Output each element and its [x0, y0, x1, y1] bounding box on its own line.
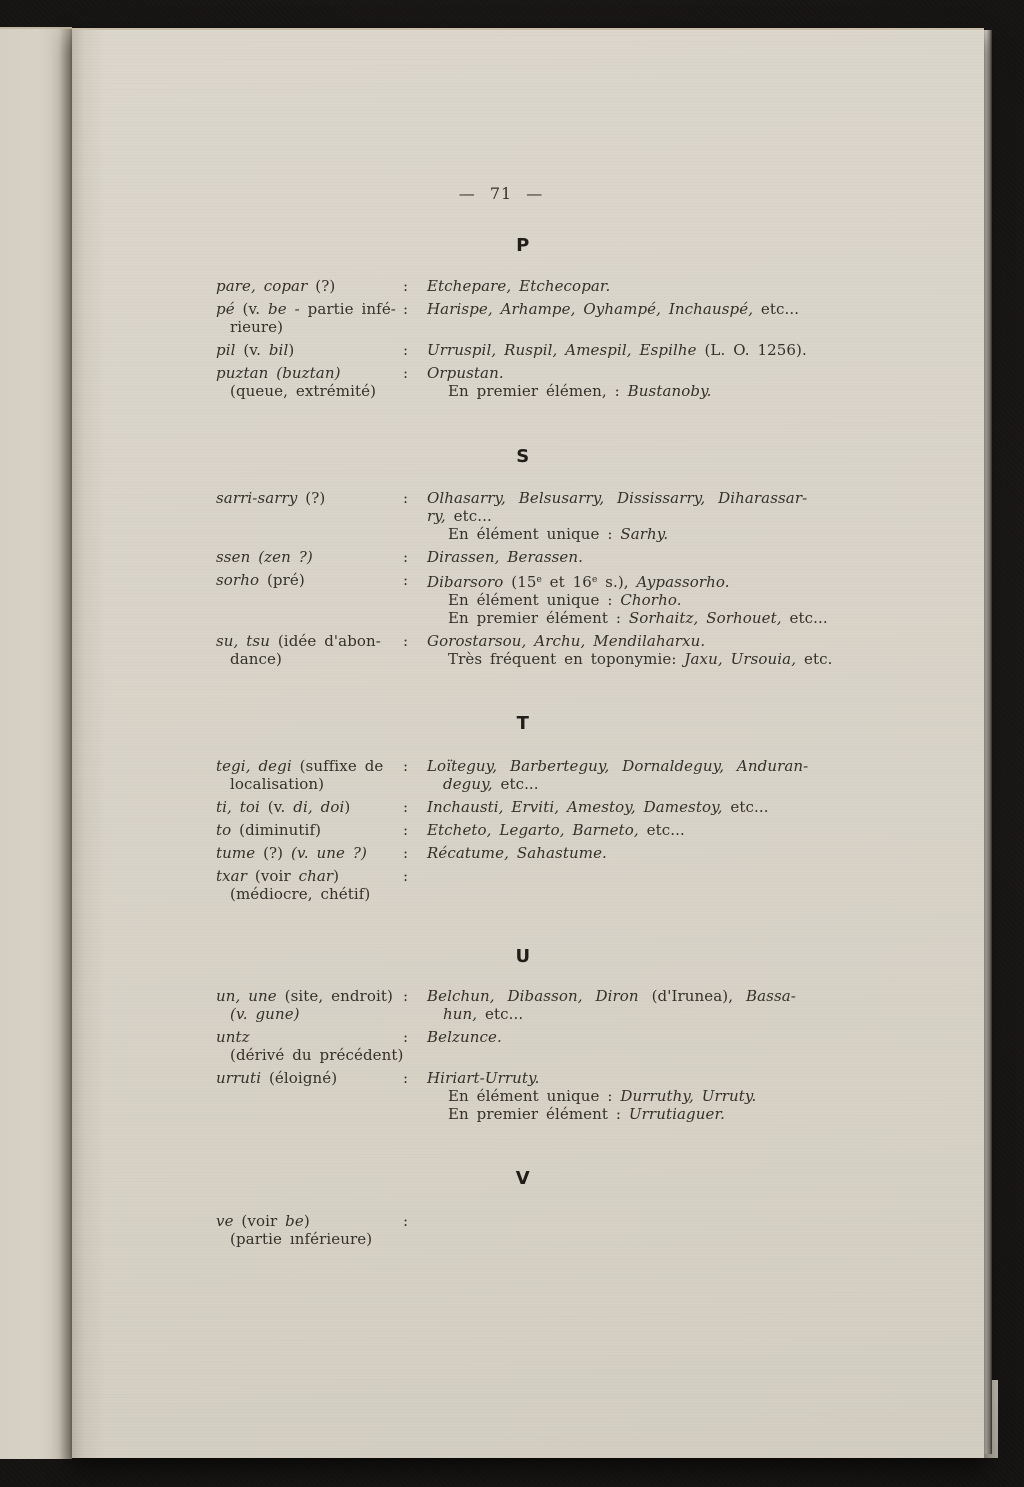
- definition-line: [427, 798, 830, 816]
- section-entries-P: [216, 277, 830, 405]
- roman-text: etc.: [796, 650, 833, 668]
- roman-text: (v.: [234, 300, 269, 318]
- superscript: e: [536, 575, 542, 585]
- definition-line: [427, 1028, 830, 1046]
- term-cell: [216, 821, 403, 839]
- roman-text: etc...: [445, 507, 492, 525]
- section-entries-S: [216, 489, 833, 673]
- italic-text: Bassa-: [745, 987, 796, 1005]
- section-heading-P: P: [516, 235, 530, 256]
- entry-row: [216, 821, 830, 839]
- roman-text: ): [303, 1212, 310, 1230]
- book-page: [72, 28, 984, 1458]
- roman-text: etc...: [781, 609, 828, 627]
- definition-line: [427, 571, 830, 591]
- definition-line: [427, 1105, 830, 1123]
- italic-text: hun,: [443, 1005, 478, 1023]
- term-line: [216, 364, 403, 382]
- term-line: [216, 867, 403, 885]
- definition-cell: [427, 300, 830, 318]
- facing-page-edge: [0, 27, 72, 1459]
- italic-text: ti, toi: [216, 798, 260, 816]
- term-cell: [216, 489, 403, 507]
- italic-text: Belchun, Dibasson, Diron: [427, 987, 639, 1005]
- definition-cell: [427, 341, 830, 359]
- section-entries-V: [216, 1212, 830, 1253]
- section-entries-T: [216, 757, 830, 908]
- italic-text: Récatume, Sahastume.: [427, 844, 607, 862]
- italic-text: Orpustan.: [427, 364, 504, 382]
- italic-text: puztan (buztan): [216, 364, 341, 382]
- definition-line: [427, 650, 833, 668]
- term-line: [216, 1028, 403, 1046]
- entry-row: [216, 341, 830, 359]
- roman-text: (?): [297, 489, 326, 507]
- roman-text: ): [288, 341, 295, 359]
- definition-line: [427, 489, 830, 507]
- colon-separator: :: [403, 1069, 409, 1087]
- roman-text: (site, endroit): [276, 987, 393, 1005]
- entry-row: [216, 987, 830, 1023]
- roman-text: (voir: [233, 1212, 286, 1230]
- term-line: [216, 632, 403, 650]
- term-line: [216, 277, 403, 295]
- section-heading-V: V: [515, 1168, 531, 1189]
- term-cell: [216, 571, 403, 589]
- definition-line: [427, 1069, 830, 1087]
- roman-text: (dérivé du précédent): [230, 1046, 404, 1064]
- definition-line: [427, 632, 830, 650]
- roman-text: (suffixe de: [291, 757, 384, 775]
- term-cell: [216, 798, 403, 816]
- roman-text: (?): [255, 844, 291, 862]
- definition-line: [427, 277, 830, 295]
- term-cell: [216, 757, 403, 793]
- italic-text: untz: [216, 1028, 250, 1046]
- italic-text: Bustanoby.: [627, 382, 712, 400]
- term-cell: [216, 341, 403, 359]
- roman-text: - partie infé-: [286, 300, 396, 318]
- roman-text: ): [333, 867, 340, 885]
- italic-text: sarri-sarry: [216, 489, 298, 507]
- entry-row: [216, 844, 830, 862]
- text-block: [216, 30, 833, 1458]
- term-cell: [216, 277, 403, 295]
- entry-row: [216, 571, 830, 627]
- colon-separator: :: [403, 277, 409, 295]
- roman-text: rieure): [230, 318, 284, 336]
- term-cell: [216, 1212, 403, 1248]
- term-line: [216, 1230, 403, 1248]
- roman-text: En élément unique :: [448, 525, 621, 543]
- italic-text: urruti: [216, 1069, 262, 1087]
- colon-separator: :: [403, 1028, 409, 1046]
- roman-text: En premier élément :: [448, 609, 629, 627]
- page-number: — 71 —: [458, 184, 544, 203]
- term-cell: [216, 1069, 403, 1087]
- term-line: [216, 798, 403, 816]
- italic-text: Sarhy.: [620, 525, 669, 543]
- entry-row: [216, 1069, 830, 1123]
- term-cell: [216, 1028, 403, 1064]
- colon-separator: :: [403, 548, 409, 566]
- term-line: [216, 382, 403, 400]
- italic-text: tume: [216, 844, 256, 862]
- italic-text: pil: [216, 341, 236, 359]
- definition-cell: [427, 489, 830, 543]
- term-line: [216, 1212, 403, 1230]
- term-line: [216, 1046, 403, 1064]
- entry-row: [216, 548, 830, 566]
- roman-text: En premier élémen, :: [448, 382, 628, 400]
- colon-separator: :: [403, 757, 409, 775]
- entry-row: [216, 867, 830, 903]
- italic-text: sorho: [216, 571, 260, 589]
- italic-text: be: [268, 300, 287, 318]
- italic-text: di, doi: [293, 798, 345, 816]
- colon-separator: :: [403, 987, 409, 1005]
- term-cell: [216, 867, 403, 903]
- section-heading-T: T: [516, 713, 530, 734]
- term-cell: [216, 364, 403, 400]
- italic-text: Urruspil, Ruspil, Amespil, Espilhe: [427, 341, 697, 359]
- definition-cell: [427, 277, 830, 295]
- section-heading-U: U: [515, 946, 531, 967]
- roman-text: (L. O. 1256).: [696, 341, 807, 359]
- definition-line: [427, 987, 830, 1005]
- definition-line: [427, 757, 830, 775]
- term-line: [216, 548, 403, 566]
- term-line: [216, 821, 403, 839]
- entry-row: [216, 364, 830, 400]
- definition-cell: [427, 364, 830, 400]
- definition-cell: [427, 1028, 830, 1046]
- roman-text: (partie ınférieure): [230, 1230, 373, 1248]
- italic-text: txar: [216, 867, 248, 885]
- definition-line: [427, 507, 830, 525]
- italic-text: deguy,: [443, 775, 493, 793]
- definition-cell: [427, 987, 830, 1023]
- italic-text: Hiriart-Urruty.: [427, 1069, 540, 1087]
- colon-separator: :: [403, 341, 409, 359]
- colon-separator: :: [403, 821, 409, 839]
- roman-text: localisation): [230, 775, 325, 793]
- entry-row: [216, 277, 830, 295]
- term-cell: [216, 300, 403, 336]
- term-line: [216, 844, 403, 862]
- superscript: e: [591, 575, 598, 585]
- roman-text: etc...: [477, 1005, 524, 1023]
- definition-line: [427, 548, 830, 566]
- italic-text: ry,: [427, 507, 446, 525]
- italic-text: Dirassen, Berassen.: [427, 548, 584, 566]
- definition-line: [427, 300, 830, 318]
- section-entries-U: [216, 987, 830, 1128]
- italic-text: Jaxu, Ursouia,: [684, 650, 797, 668]
- italic-text: bil: [268, 341, 289, 359]
- italic-text: Chorho.: [620, 591, 682, 609]
- colon-separator: :: [403, 844, 409, 862]
- term-line: [216, 300, 403, 318]
- italic-text: un, une: [216, 987, 277, 1005]
- term-cell: [216, 632, 403, 668]
- colon-separator: :: [403, 632, 409, 650]
- italic-text: pé: [216, 300, 235, 318]
- italic-text: to: [216, 821, 232, 839]
- italic-text: char: [298, 867, 334, 885]
- term-line: [216, 757, 403, 775]
- term-line: [216, 318, 403, 336]
- definition-line: [427, 821, 830, 839]
- term-cell: [216, 548, 403, 566]
- definition-line: [427, 775, 830, 793]
- italic-text: (v. gune): [230, 1005, 300, 1023]
- definition-cell: [427, 798, 830, 816]
- entry-row: [216, 1212, 830, 1248]
- italic-text: ssen (zen ?): [216, 548, 313, 566]
- italic-text: Durruthy, Urruty.: [620, 1087, 757, 1105]
- colon-separator: :: [403, 867, 409, 885]
- colon-separator: :: [403, 571, 409, 589]
- definition-cell: [427, 571, 830, 627]
- italic-text: ve: [216, 1212, 234, 1230]
- roman-text: (voir: [247, 867, 299, 885]
- italic-text: Dibarsoro: [427, 573, 504, 591]
- roman-text: (idée d'abon-: [269, 632, 381, 650]
- colon-separator: :: [403, 364, 409, 382]
- entry-row: [216, 300, 830, 336]
- term-line: [216, 987, 403, 1005]
- definition-line: [427, 844, 830, 862]
- italic-text: Urrutiaguer.: [628, 1105, 725, 1123]
- roman-text: (v.: [259, 798, 294, 816]
- roman-text: (pré): [259, 571, 305, 589]
- roman-text: (médiocre, chétif): [230, 885, 371, 903]
- section-heading-S: S: [516, 446, 530, 467]
- term-line: [216, 341, 403, 359]
- definition-cell: [427, 757, 830, 793]
- italic-text: Loïteguy, Barberteguy, Dornaldeguy, Anduran-: [427, 757, 809, 775]
- italic-text: tegi, degi: [216, 757, 292, 775]
- definition-cell: [427, 1069, 830, 1123]
- definition-cell: [427, 821, 830, 839]
- roman-text: En premier élément :: [448, 1105, 629, 1123]
- definition-line: [427, 1005, 830, 1023]
- definition-line: [427, 591, 830, 609]
- roman-text: (?): [307, 277, 336, 295]
- italic-text: Inchausti, Erviti, Amestoy, Damestoy,: [427, 798, 723, 816]
- italic-text: (v. une ?): [291, 844, 367, 862]
- italic-text: Harispe, Arhampe, Oyhampé, Inchauspé,: [427, 300, 754, 318]
- definition-cell: [427, 548, 830, 566]
- entry-row: [216, 632, 833, 668]
- roman-text: etc...: [638, 821, 685, 839]
- term-line: [216, 885, 403, 903]
- term-line: [216, 1005, 403, 1023]
- entry-row: [216, 798, 830, 816]
- entry-row: [216, 489, 830, 543]
- italic-text: Olhasarry, Belsusarry, Dississarry, Diharassar-: [427, 489, 808, 507]
- roman-text: (v.: [235, 341, 269, 359]
- definition-line: [427, 341, 830, 359]
- term-line: [216, 1069, 403, 1087]
- roman-text: etc...: [492, 775, 539, 793]
- roman-text: et 16: [541, 573, 592, 591]
- italic-text: Sorhaitz, Sorhouet,: [628, 609, 782, 627]
- italic-text: pare, copar: [216, 277, 308, 295]
- roman-text: (15: [503, 573, 537, 591]
- term-cell: [216, 987, 403, 1023]
- roman-text: (éloigné): [261, 1069, 338, 1087]
- definition-cell: [427, 632, 833, 668]
- italic-text: Belzunce.: [427, 1028, 502, 1046]
- page-edge-right: [983, 30, 992, 1454]
- italic-text: Etchepare, Etchecopar.: [427, 277, 611, 295]
- definition-line: [427, 525, 830, 543]
- term-line: [216, 571, 403, 589]
- term-line: [216, 775, 403, 793]
- definition-cell: [427, 844, 830, 862]
- roman-text: En élément unique :: [448, 591, 621, 609]
- entry-row: [216, 1028, 830, 1064]
- entry-row: [216, 757, 830, 793]
- definition-line: [427, 382, 830, 400]
- roman-text: Très fréquent en toponymie:: [448, 650, 685, 668]
- roman-text: s.),: [597, 573, 637, 591]
- roman-text: En élément unique :: [448, 1087, 621, 1105]
- italic-text: be: [285, 1212, 304, 1230]
- colon-separator: :: [403, 300, 409, 318]
- colon-separator: :: [403, 798, 409, 816]
- roman-text: etc...: [722, 798, 769, 816]
- definition-line: [427, 609, 830, 627]
- italic-text: su, tsu: [216, 632, 270, 650]
- colon-separator: :: [403, 1212, 409, 1230]
- term-line: [216, 650, 403, 668]
- italic-text: Aypassorho.: [636, 573, 730, 591]
- definition-line: [427, 1087, 830, 1105]
- roman-text: (d'Irunea),: [638, 987, 746, 1005]
- definition-line: [427, 364, 830, 382]
- roman-text: dance): [230, 650, 282, 668]
- term-line: [216, 489, 403, 507]
- colon-separator: :: [403, 489, 409, 507]
- roman-text: (queue, extrémité): [230, 382, 377, 400]
- term-cell: [216, 844, 403, 862]
- roman-text: (diminutif): [231, 821, 322, 839]
- italic-text: Etcheto, Legarto, Barneto,: [427, 821, 639, 839]
- italic-text: Gorostarsou, Archu, Mendilaharxu.: [427, 632, 706, 650]
- roman-text: etc...: [753, 300, 800, 318]
- roman-text: ): [344, 798, 351, 816]
